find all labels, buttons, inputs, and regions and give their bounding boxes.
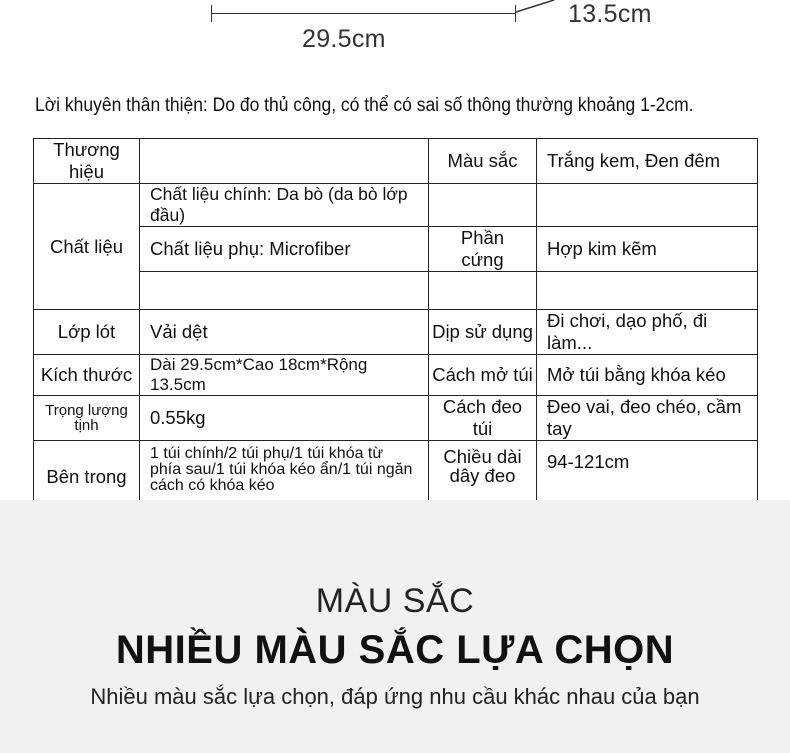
carry-value: Đeo vai, đeo chéo, cầm tay (537, 396, 758, 441)
color-section-heading: NHIỀU MÀU SẮC LỰA CHỌN (115, 628, 675, 672)
spec-table (33, 138, 758, 514)
size-value: Dài 29.5cm*Cao 18cm*Rộng 13.5cm (140, 355, 429, 396)
inside-value: 1 túi chính/2 túi phụ/1 túi khóa từ phía sau/1 túi khóa kéo ẩn/1 túi ngăn cách có khóa kéo (140, 441, 429, 514)
weight-value: 0.55kg (140, 396, 429, 441)
brand-label: Thương hiệu (34, 139, 140, 184)
size-label: Kích thước (34, 355, 140, 396)
material-label: Chất liệu (34, 184, 140, 310)
color-value: Trắng kem, Đen đêm (537, 139, 758, 184)
hardware-label: Phần cứng (429, 227, 537, 272)
color-label: Màu sắc (429, 139, 537, 184)
strap-value: 94-121cm (537, 441, 758, 514)
opening-label: Cách mở túi (429, 355, 537, 396)
table-row (34, 355, 758, 396)
empty-cell (537, 184, 758, 227)
carry-label: Cách đeo túi (429, 396, 537, 441)
empty-cell (140, 272, 429, 310)
empty-cell (537, 272, 758, 310)
table-row (34, 227, 758, 272)
empty-cell (429, 272, 537, 310)
lining-value: Vải dệt (140, 310, 429, 355)
table-row (34, 272, 758, 310)
brand-value (140, 139, 429, 184)
weight-label: Trọng lượng tịnh (34, 396, 140, 441)
inside-label: Bên trong (34, 441, 140, 514)
color-section-subtitle: Nhiều màu sắc lựa chọn, đáp ứng nhu cầu khác nhau của bạn (90, 684, 700, 709)
measurement-advice: Lời khuyên thân thiện: Do đo thủ công, có thể có sai số thông thường khoảng 1-2cm. (35, 95, 694, 116)
lining-label: Lớp lót (34, 310, 140, 355)
material-main: Chất liệu chính: Da bò (da bò lớp đầu) (140, 184, 429, 227)
depth-dimension-label: 13.5cm (568, 0, 652, 28)
depth-dimension-line (516, 0, 556, 20)
table-row (34, 184, 758, 227)
opening-value: Mở túi bằng khóa kéo (537, 355, 758, 396)
occasion-value: Đi chơi, dạo phố, đi làm... (537, 310, 758, 355)
empty-cell (429, 184, 537, 227)
color-section (0, 500, 790, 753)
width-dimension-label: 29.5cm (302, 25, 386, 53)
dimension-line (212, 13, 516, 14)
strap-label: Chiều dài dây đeo (429, 441, 537, 514)
hardware-value: Hợp kim kẽm (537, 227, 758, 272)
material-sub: Chất liệu phụ: Microfiber (140, 227, 429, 272)
table-row (34, 396, 758, 441)
occasion-label: Dịp sử dụng (429, 310, 537, 355)
table-row (34, 310, 758, 355)
table-row (34, 139, 758, 184)
color-section-title: MÀU SẮC (315, 582, 475, 620)
